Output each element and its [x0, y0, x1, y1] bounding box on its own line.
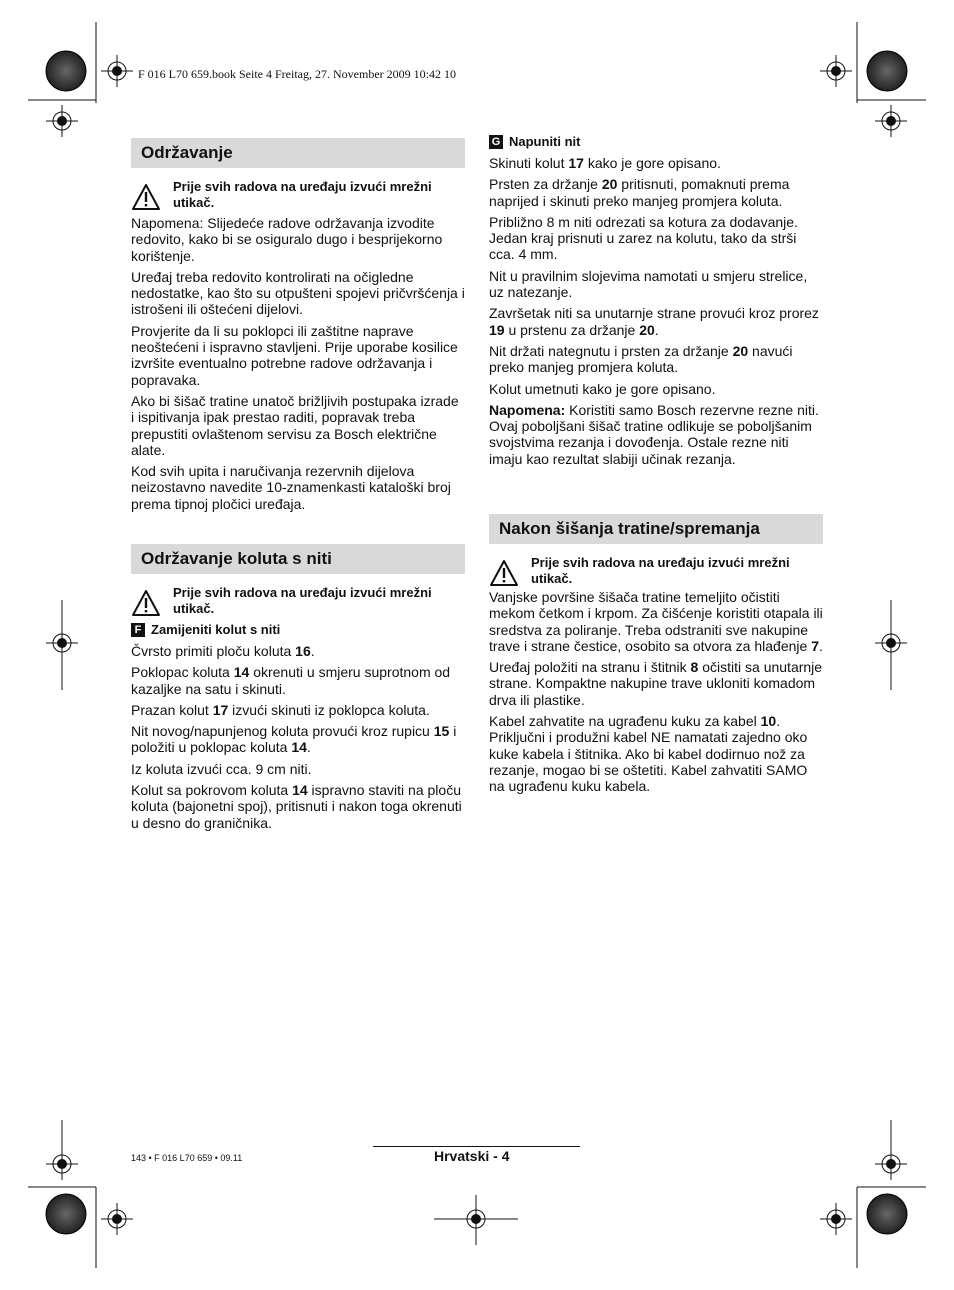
section-napuniti-nit	[489, 134, 823, 467]
page-number: Hrvatski - 4	[434, 1148, 510, 1164]
paragraph: Provjerite da li su poklopci ili zaštitne naprave neoštećeni i ispravno stavljeni. Prije uporabe kosilice izvršite eventualno potrebne radove održavanja i popravaka.	[131, 322, 458, 388]
section-title: Održavanje koluta s niti	[131, 544, 465, 574]
paragraph: Približno 8 m niti odrezati sa kotura za dodavanje. Jedan kraj prisnuti u zarez na kolutu, tako da strši cca. 4 mm.	[489, 213, 798, 263]
paragraph: Nit u pravilnim slojevima namotati u smjeru strelice, uz natezanje.	[489, 267, 808, 301]
subheading	[489, 134, 823, 150]
warning-text: Prije svih radova na uređaju izvući mrežni utikač.	[173, 179, 432, 210]
warning-note	[131, 585, 465, 617]
footer-rule	[373, 1146, 580, 1147]
section-title: Nakon šišanja tratine/spremanja	[489, 514, 823, 544]
subheading-text: Napuniti nit	[509, 134, 581, 149]
warning-text: Prije svih radova na uređaju izvući mrežni utikač.	[173, 585, 432, 616]
paragraph: Kolut sa pokrovom koluta 14 ispravno staviti na ploču koluta (bajonetni spoj), pritisnuti i nakon toga okrenuti u desno do graničnika.	[131, 782, 462, 831]
paragraph: Poklopac koluta 14 okrenuti u smjeru suprotnom od kazaljke na satu i skinuti.	[131, 664, 451, 697]
subheading	[131, 622, 465, 638]
paragraph: Nit novog/napunjenog koluta provući kroz rupicu 15 i položiti u poklopac koluta 14.	[131, 723, 457, 756]
paragraph: Napomena: Koristiti samo Bosch rezervne rezne niti. Ovaj poboljšani šišač tratine odlikuje se poboljšanim svojstvima rezanja i dovođenja. Ostale rezne niti imaju kao rezultat slabiji učinak rezanja.	[489, 401, 819, 467]
subheading-text: Zamijeniti kolut s niti	[151, 622, 281, 637]
paragraph: Skinuti kolut 17 kako je gore opisano.	[489, 155, 721, 171]
warning-note	[131, 179, 465, 211]
paragraph: Napomena: Slijedeće radove održavanja izvodite redovito, kako bi se osiguralo dugo i besprijekorno korištenje.	[131, 215, 443, 264]
section-odrzavanje	[131, 138, 465, 512]
paragraph: Nit držati nategnutu i prsten za držanje 20 navući preko manjeg promjera koluta.	[489, 342, 793, 376]
paragraph: Ako bi šišač tratine unatoč brižljivih postupaka izrade i ispitivanja ipak prestao raditi, popravak treba prepustiti ovlaštenom servisu za Bosch električne alate.	[131, 392, 459, 458]
warning-icon	[489, 559, 519, 587]
warning-icon	[131, 589, 161, 617]
section-title: Održavanje	[131, 138, 465, 168]
paragraph: Uređaj treba redovito kontrolirati na očigledne nedostatke, kao što su otpušteni spojevi pričvršćenja i istrošeni ili oštećeni dijelovi.	[131, 268, 465, 318]
section-odrzavanje-koluta	[131, 544, 465, 831]
book-info-line: F 016 L70 659.book Seite 4 Freitag, 27. November 2009 10:42 10	[138, 67, 456, 81]
warning-text: Prije svih radova na uređaju izvući mrežni utikač.	[531, 555, 790, 586]
figure-tag: F	[131, 623, 145, 637]
warning-icon	[131, 183, 161, 211]
paragraph: Kod svih upita i naručivanja rezervnih dijelova neizostavno navedite 10-znamenkasti kataloški broj prema tipnoj pločici uređaja.	[131, 463, 451, 512]
paragraph: Prsten za držanje 20 pritisnuti, pomaknuti prema naprijed i skinuti preko manjeg promjera koluta.	[489, 176, 790, 209]
figure-tag: G	[489, 135, 503, 149]
paragraph: Završetak niti sa unutarnje strane provući kroz prorez 19 u prstenu za držanje 20.	[489, 305, 819, 338]
paragraph: Kabel zahvatite na ugrađenu kuku za kabel 10. Priključni i produžni kabel NE namatati zajedno oko kuke kabela i štitnika. Ako bi kabel dodirnuo nož za rezanje, mogao bi se oštetiti. Kabel zahvatiti SAMO na ugrađenu kuku kabela.	[489, 713, 808, 795]
paragraph: Kolut umetnuti kako je gore opisano.	[489, 380, 716, 397]
paragraph: Čvrsto primiti ploču koluta 16.	[131, 643, 315, 659]
paragraph: Prazan kolut 17 izvući skinuti iz poklopca koluta.	[131, 701, 430, 718]
paragraph: Uređaj položiti na stranu i štitnik 8 očistiti sa unutarnje strane. Kompaktne nakupine trave ukloniti komadom drva ili plastike.	[489, 659, 823, 708]
paragraph: Vanjske površine šišača tratine temeljito očistiti mekom četkom i krpom. Za čišćenje koristiti otapala ili sredstva za poliranje. Treba odstraniti sve nakupine trave i strane čestice, osobito sa otvora za hlađenje 7.	[489, 589, 823, 654]
paragraph: Iz koluta izvući cca. 9 cm niti.	[131, 760, 312, 777]
section-nakon-sisanja	[489, 514, 823, 795]
footer-code: 143 • F 016 L70 659 • 09.11	[131, 1153, 243, 1163]
warning-note	[489, 555, 823, 587]
